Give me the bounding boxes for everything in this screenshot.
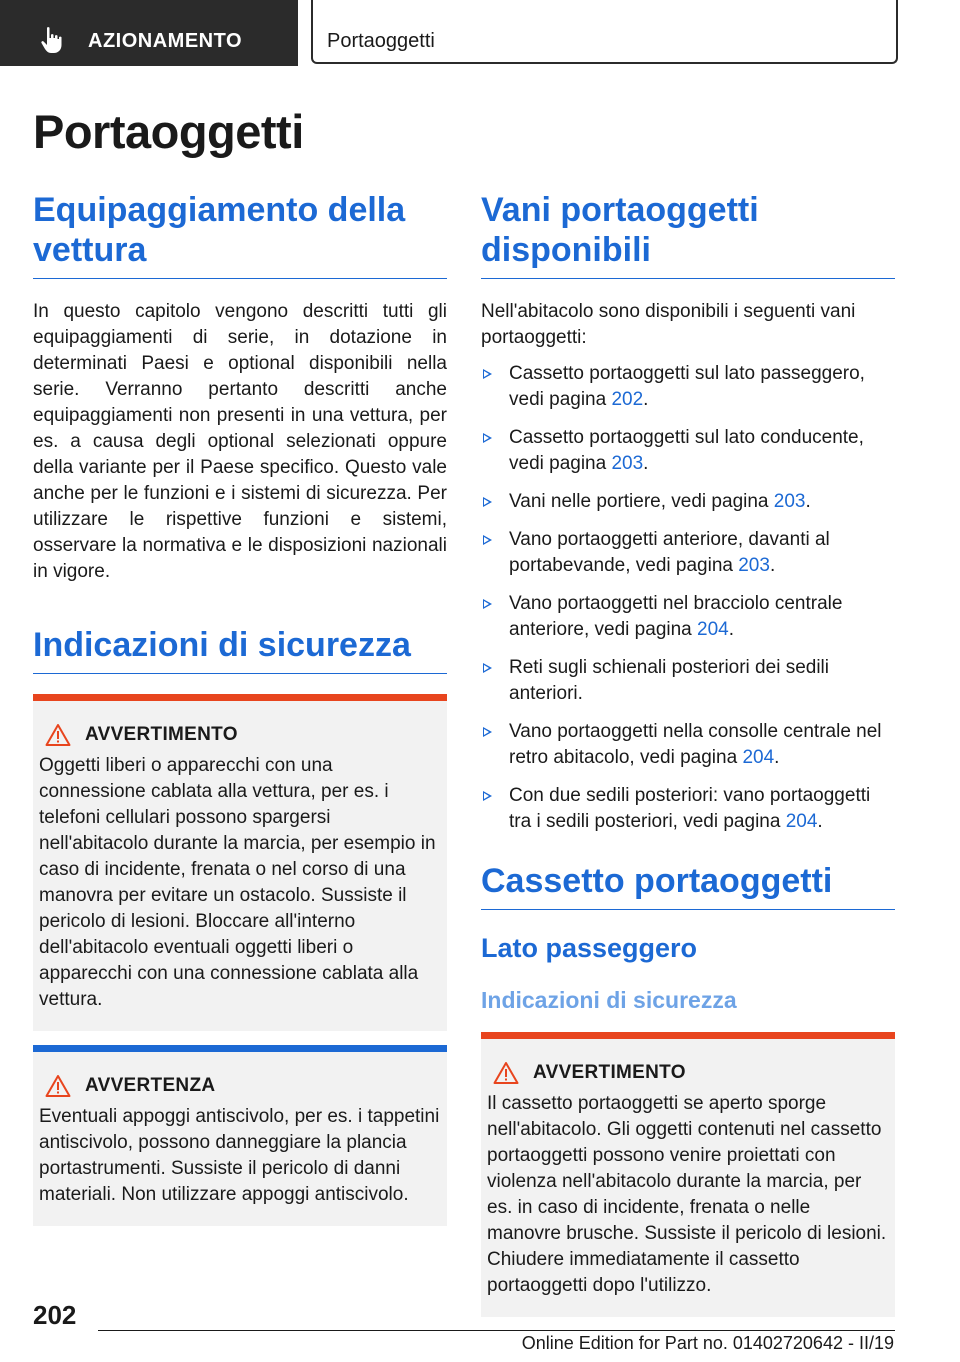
bullet-triangle-icon [483, 599, 492, 609]
page-link[interactable]: 202 [611, 389, 644, 410]
page-link[interactable]: 204 [785, 811, 818, 832]
caution-title: AVVERTENZA [85, 1075, 216, 1096]
hand-touch-icon [40, 26, 66, 54]
storage-list [481, 361, 895, 835]
caution-triangle-icon [45, 1074, 71, 1098]
equipment-text: In questo capitolo vengono descritti tutti gli equipaggiamenti di serie, in dotazione in determinati Paesi e optional disponibili nella serie. Verranno pertanto descritti anche equipaggiamenti non presenti in una vettura, per es. a causa degli optional selezionati oppure della variante per il Paese specifico. Questo vale anche per le funzioni e i sistemi di sicurezza. Per utilizzare le rispettive funzioni e sistemi, osservare la normativa e le disposizioni nazionali in vigore. [33, 301, 447, 582]
bullet-triangle-icon [483, 369, 492, 379]
bullet-triangle-icon [483, 663, 492, 673]
equipment-heading: Equipaggiamento della vettura [33, 190, 447, 279]
bullet-triangle-icon [483, 535, 492, 545]
list-item: Cassetto portaoggetti sul lato passeggero, vedi pagina 202. [481, 361, 895, 413]
page-link[interactable]: 203 [738, 555, 770, 576]
page-link[interactable]: 204 [697, 619, 729, 640]
bullet-triangle-icon [483, 727, 492, 737]
header-title-box [311, 0, 898, 64]
storage-heading: Vani portaoggetti disponibili [481, 190, 895, 279]
list-item: Vani nelle portiere, vedi pagina 203. [481, 489, 895, 515]
page-header [0, 0, 960, 66]
page-link[interactable]: 203 [611, 453, 644, 474]
warning-box [33, 694, 447, 1031]
header-title: Portaoggetti [327, 30, 435, 52]
caution-text: Eventuali appoggi antiscivolo, per es. i tappetini antiscivolo, possono danneggiare la plancia portastrumenti. Sussiste il pericolo di danni materiali. Non utilizzare appoggi antiscivolo. [39, 1106, 440, 1205]
warning-title: AVVERTIMENTO [533, 1062, 686, 1083]
footer-divider [98, 1330, 895, 1331]
list-item: Vano portaoggetti anteriore, davanti al portabevande, vedi pagina 203. [481, 527, 895, 579]
page-number: 202 [33, 1300, 77, 1330]
warning-text: Il cassetto portaoggetti se aperto sporge nell'abitacolo. Gli oggetti contenuti nel cassetto portaoggetti possono venire proiettati con violenza nell'abitacolo durante la marcia, per es. in caso di incidente, frenata o nelle manovre brusche. Sussiste il pericolo di lesioni. Chiudere immediatamente il cassetto portaoggetti dopo l'utilizzo. [487, 1093, 887, 1296]
bullet-triangle-icon [483, 433, 492, 443]
page-link[interactable]: 204 [742, 747, 775, 768]
section-tab [0, 0, 298, 66]
list-item: Con due sedili posteriori: vano portaoggetti tra i sedili posteriori, vedi pagina 204. [481, 783, 895, 835]
bullet-triangle-icon [483, 791, 492, 801]
list-item: Vano portaoggetti nella consolle centrale nel retro abitacolo, vedi pagina 204. [481, 719, 895, 771]
section-label: AZIONAMENTO [88, 30, 243, 52]
page-title: Portaoggetti [33, 105, 304, 158]
list-item: Reti sugli schienali posteriori dei sedili anteriori. [481, 655, 895, 707]
page-link[interactable]: 203 [773, 491, 806, 512]
list-item: Cassetto portaoggetti sul lato conducente, vedi pagina 203. [481, 425, 895, 477]
left-column [33, 190, 447, 1226]
bullet-triangle-icon [483, 497, 492, 507]
warning-title: AVVERTIMENTO [85, 724, 238, 745]
warning-text: Oggetti liberi o apparecchi con una connessione cablata alla vettura, per es. i telefoni cellulari possono spargersi nell'abitacolo durante la marcia, per esempio in caso di incidente, frenata o nel corso di una manovra per evitare un ostacolo. Sussiste il pericolo di lesioni. Bloccare all'interno dell'abitacolo eventuali oggetti liberi o apparecchi con una connessione cablata alla vettura. [39, 755, 436, 1010]
glovebox-heading: Cassetto portaoggetti [481, 861, 895, 910]
storage-intro: Nell'abitacolo sono disponibili i seguenti vani portaoggetti: [481, 301, 856, 348]
warning-triangle-icon [45, 723, 71, 747]
warning-triangle-icon [493, 1061, 519, 1085]
glovebox-safety-heading: Indicazioni di sicurezza [481, 987, 737, 1013]
safety-heading: Indicazioni di sicurezza [33, 625, 447, 674]
right-column [481, 190, 895, 1317]
glovebox-warning-box [481, 1032, 895, 1317]
list-item: Vano portaoggetti nel bracciolo centrale anteriore, vedi pagina 204. [481, 591, 895, 643]
edition-text: Online Edition for Part no. 01402720642 - II/19 [521, 1333, 894, 1353]
passenger-side-heading: Lato passeggero [481, 933, 698, 963]
caution-box [33, 1045, 447, 1226]
